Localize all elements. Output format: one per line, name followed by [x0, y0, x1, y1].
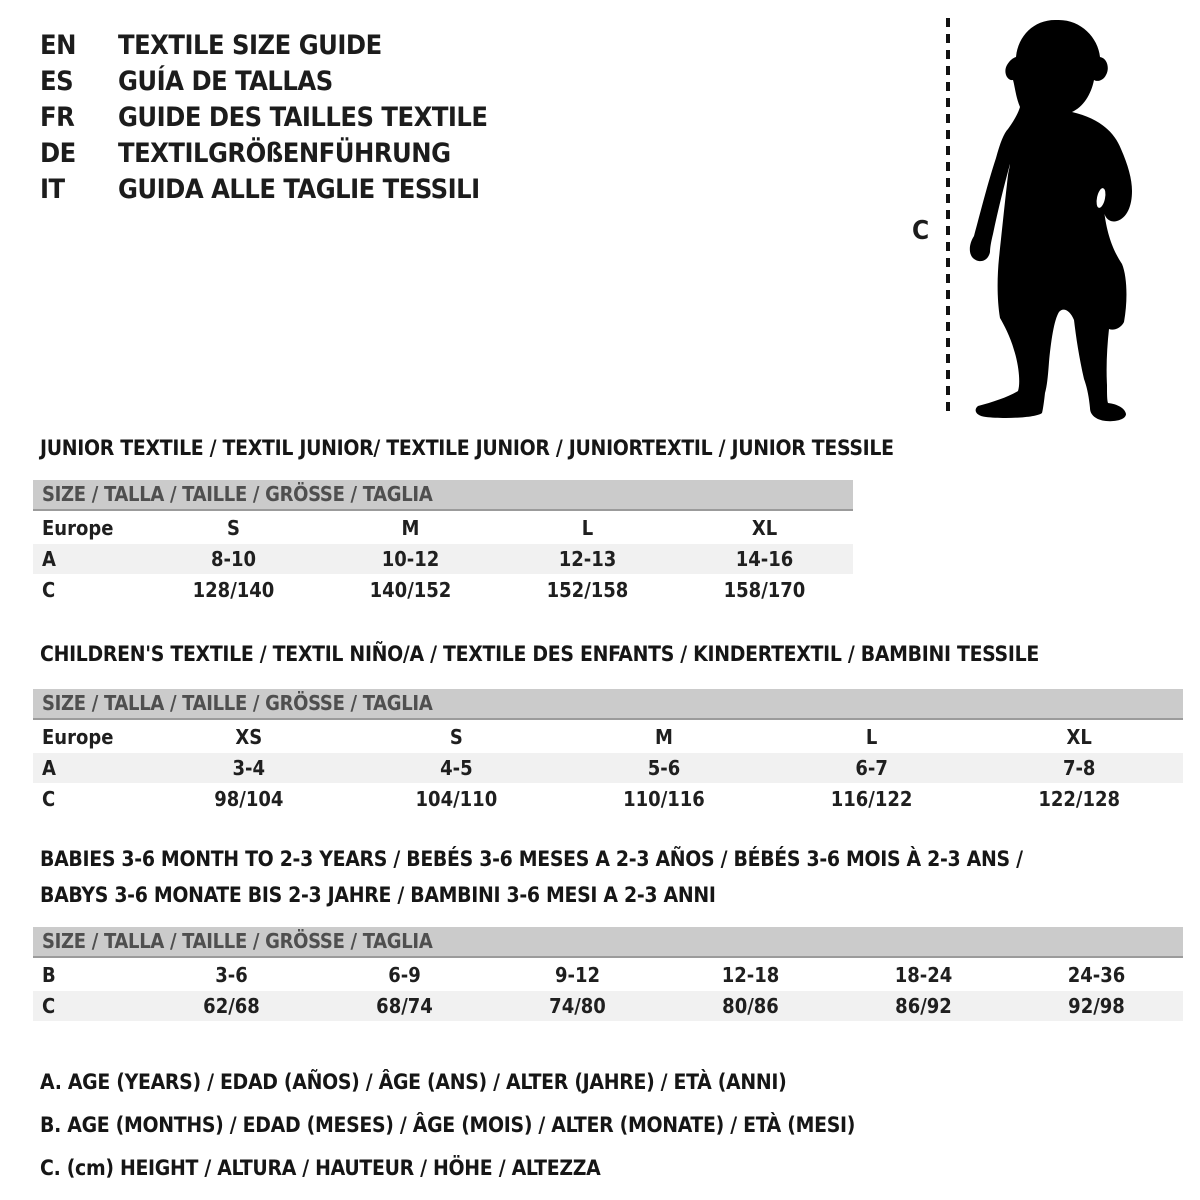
- lang-label: GUIDE DES TAILLES TEXTILE: [118, 102, 488, 133]
- size-cell: 74/80: [549, 994, 606, 1018]
- size-cell: 122/128: [1038, 787, 1121, 811]
- size-cell: 12-13: [558, 547, 617, 571]
- lang-code: EN: [40, 30, 76, 61]
- toddler-silhouette-icon: [958, 10, 1150, 422]
- babies-section-title-line2: BABYS 3-6 MONATE BIS 2-3 JAHRE / BAMBINI 3-6 MESI A 2-3 ANNI: [40, 883, 716, 907]
- size-cell: 18-24: [894, 963, 953, 987]
- row-label: C: [42, 994, 56, 1018]
- size-cell: L: [581, 516, 594, 540]
- size-cell: 68/74: [376, 994, 433, 1018]
- height-dashed-line: [946, 18, 950, 416]
- children-size-table: [33, 689, 1183, 815]
- table-row: [33, 784, 1183, 814]
- size-cell: 104/110: [415, 787, 498, 811]
- table-row: [33, 513, 853, 543]
- table-header-bar: SIZE / TALLA / TAILLE / GRÖSSE / TAGLIA: [33, 927, 1183, 958]
- table-row: [33, 544, 853, 574]
- lang-code: ES: [40, 66, 74, 97]
- babies-size-table: [33, 927, 1183, 1022]
- table-row: [33, 575, 853, 605]
- size-cell: 86/92: [895, 994, 952, 1018]
- table-row: [33, 722, 1183, 752]
- footnote-age-years: A. AGE (YEARS) / EDAD (AÑOS) / ÂGE (ANS) / ALTER (JAHRE) / ETÀ (ANNI): [40, 1070, 787, 1094]
- size-cell: 24-36: [1067, 963, 1126, 987]
- lang-code: DE: [40, 138, 76, 169]
- table-row: [33, 991, 1183, 1021]
- size-cell: 140/152: [369, 578, 452, 602]
- junior-size-table: [33, 480, 853, 606]
- junior-section-title: JUNIOR TEXTILE / TEXTIL JUNIOR/ TEXTILE JUNIOR / JUNIORTEXTIL / JUNIOR TESSILE: [40, 436, 894, 460]
- size-cell: XL: [1066, 725, 1092, 749]
- size-cell: 12-18: [721, 963, 780, 987]
- row-label: A: [42, 547, 56, 571]
- size-cell: 5-6: [647, 756, 681, 780]
- size-cell: 7-8: [1062, 756, 1096, 780]
- size-cell: 6-7: [855, 756, 888, 780]
- size-cell: 3-4: [232, 756, 266, 780]
- size-cell: 98/104: [214, 787, 284, 811]
- children-section-title: CHILDREN'S TEXTILE / TEXTIL NIÑO/A / TEXTILE DES ENFANTS / KINDERTEXTIL / BAMBINI TESSILE: [40, 642, 1039, 666]
- lang-label: TEXTILGRÖßENFÜHRUNG: [118, 138, 451, 169]
- size-cell: M: [655, 725, 673, 749]
- babies-section-title-line1: BABIES 3-6 MONTH TO 2-3 YEARS / BEBÉS 3-6 MESES A 2-3 AÑOS / BÉBÉS 3-6 MOIS À 2-3 ANS /: [40, 847, 1023, 871]
- row-label: Europe: [42, 516, 114, 540]
- language-guide: [40, 32, 488, 203]
- size-cell: 14-16: [735, 547, 794, 571]
- lang-code: FR: [40, 102, 75, 133]
- size-cell: 3-6: [215, 963, 248, 987]
- size-cell: 92/98: [1068, 994, 1125, 1018]
- size-cell: 128/140: [192, 578, 275, 602]
- size-cell: S: [227, 516, 240, 540]
- footnote-age-months: B. AGE (MONTHS) / EDAD (MESES) / ÂGE (MOIS) / ALTER (MONATE) / ETÀ (MESI): [40, 1113, 856, 1137]
- row-label: Europe: [42, 725, 114, 749]
- size-cell: XL: [751, 516, 778, 540]
- size-cell: 62/68: [203, 994, 260, 1018]
- size-cell: 80/86: [722, 994, 779, 1018]
- table-header-bar: SIZE / TALLA / TAILLE / GRÖSSE / TAGLIA: [33, 480, 853, 511]
- size-cell: 10-12: [381, 547, 440, 571]
- row-label: C: [42, 578, 56, 602]
- size-cell: M: [401, 516, 420, 540]
- size-cell: 110/116: [623, 787, 705, 811]
- row-label: B: [42, 963, 56, 987]
- size-cell: 152/158: [546, 578, 629, 602]
- size-cell: XS: [235, 725, 263, 749]
- size-cell: 116/122: [830, 787, 913, 811]
- size-cell: 6-9: [388, 963, 421, 987]
- row-label: A: [42, 756, 56, 780]
- table-row: [33, 960, 1183, 990]
- size-cell: 4-5: [440, 756, 473, 780]
- lang-label: GUIDA ALLE TAGLIE TESSILI: [118, 174, 480, 205]
- size-cell: 158/170: [723, 578, 806, 602]
- table-header-bar: SIZE / TALLA / TAILLE / GRÖSSE / TAGLIA: [33, 689, 1183, 720]
- size-cell: 8-10: [210, 547, 257, 571]
- lang-label: GUÍA DE TALLAS: [118, 66, 333, 97]
- lang-code: IT: [40, 174, 65, 205]
- height-measure-label: C: [912, 216, 930, 246]
- size-cell: S: [449, 725, 463, 749]
- row-label: C: [42, 787, 56, 811]
- footnote-height: C. (cm) HEIGHT / ALTURA / HAUTEUR / HÖHE / ALTEZZA: [40, 1156, 601, 1180]
- size-cell: L: [865, 725, 878, 749]
- table-row: [33, 753, 1183, 783]
- size-cell: 9-12: [554, 963, 601, 987]
- lang-label: TEXTILE SIZE GUIDE: [118, 30, 382, 61]
